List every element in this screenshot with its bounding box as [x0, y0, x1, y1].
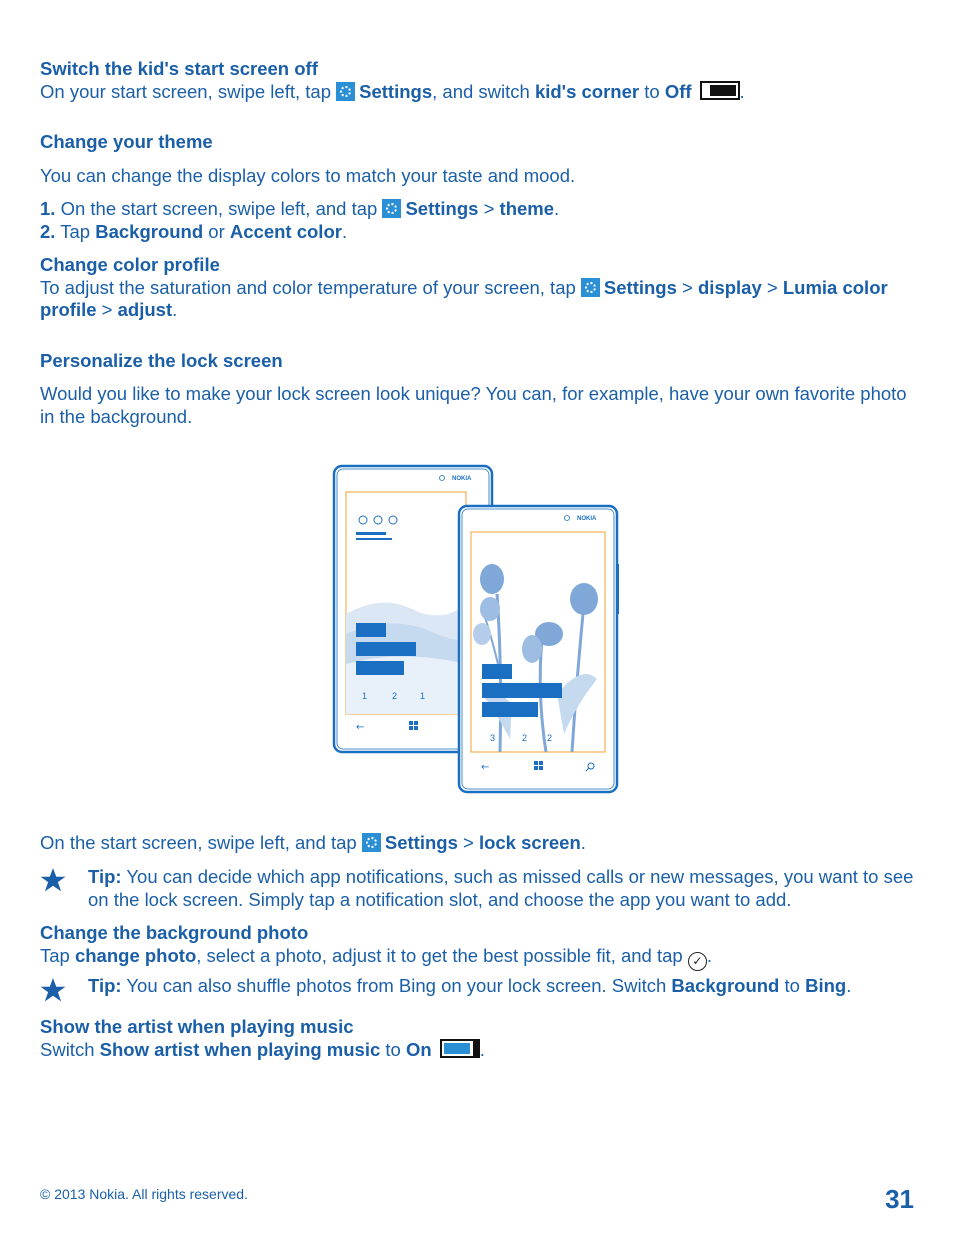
- toggle-off-icon: [700, 81, 740, 100]
- text: or: [203, 220, 230, 242]
- text: .: [172, 299, 178, 320]
- svg-text:←: ←: [356, 722, 365, 733]
- separator: >: [761, 276, 783, 298]
- heading-lock-screen: Personalize the lock screen: [40, 350, 283, 371]
- count-calls-back: 1: [362, 691, 368, 701]
- paragraph-color-profile: [40, 277, 920, 322]
- text: On the start screen, swipe left, and tap: [40, 832, 362, 853]
- show-artist-label: Show artist when playing music: [99, 1038, 381, 1060]
- section-show-artist: [40, 1016, 920, 1061]
- heading-change-theme: Change your theme: [40, 131, 213, 152]
- background-label: Background: [671, 975, 780, 996]
- text: to: [779, 975, 806, 996]
- svg-text:←: ←: [481, 762, 490, 773]
- step-number: 2.: [40, 220, 56, 242]
- tip-text: You can also shuffle photos from Bing on your lock screen. Switch: [121, 975, 672, 996]
- theme-label: theme: [499, 198, 555, 219]
- accent-color-label: Accent color: [229, 220, 342, 242]
- text: On the start screen, swipe left, and tap: [55, 198, 383, 219]
- text: Tap: [55, 220, 96, 242]
- step-2: [40, 221, 920, 244]
- settings-gear-icon: [336, 82, 355, 101]
- text: .: [341, 220, 348, 242]
- tip-bing-shuffle: [88, 975, 920, 998]
- paragraph-lock-screen-intro: Would you like to make your lock screen look unique? You can, for example, have your own favorite photo in the background.: [40, 383, 907, 427]
- separator: >: [478, 198, 500, 219]
- text: to: [639, 80, 665, 102]
- nokia-logo-back: NOKIA: [452, 476, 472, 482]
- paragraph-kids-start-screen: [40, 81, 920, 104]
- separator: >: [96, 299, 118, 320]
- step-number: 1.: [40, 198, 56, 219]
- text: .: [739, 80, 745, 102]
- text: .: [479, 1038, 485, 1060]
- text: .: [846, 975, 852, 996]
- step-1: [40, 198, 920, 221]
- lock-screen-figure: [332, 464, 622, 794]
- paragraph-theme-intro: You can change the display colors to match your taste and mood.: [40, 165, 576, 186]
- settings-label: Settings: [405, 198, 479, 219]
- text: , select a photo, adjust it to get the best possible fit, and tap: [196, 944, 688, 966]
- adjust-label: adjust: [117, 299, 173, 320]
- paragraph-show-artist: [40, 1039, 920, 1062]
- heading-background-photo: Change the background photo: [40, 922, 309, 943]
- count-messages-back: 2: [392, 691, 398, 701]
- count-calls-front: 3: [490, 733, 496, 743]
- section-color-profile: [40, 254, 920, 322]
- separator: >: [457, 832, 479, 853]
- text: .: [580, 832, 586, 853]
- section-kids-start-screen: [40, 58, 920, 103]
- lock-screen-label: lock screen: [478, 832, 581, 853]
- lumia-color-profile-label: Lumia color profile: [40, 276, 888, 320]
- phone-front: [459, 506, 619, 792]
- phones-illustration: [332, 464, 622, 794]
- text: to: [380, 1038, 406, 1060]
- page-number: 31: [885, 1184, 914, 1214]
- settings-gear-icon: [581, 278, 600, 297]
- heading-color-profile: Change color profile: [40, 254, 220, 275]
- paragraph-background-photo: [40, 945, 920, 971]
- copyright: © 2013 Nokia. All rights reserved.: [40, 1186, 248, 1202]
- toggle-on-icon: [440, 1039, 480, 1058]
- text: To adjust the saturation and color temperature of your screen, tap: [40, 276, 581, 298]
- tip-star-icon: [40, 867, 66, 893]
- kids-corner-label: kid's corner: [534, 80, 640, 102]
- display-label: display: [698, 276, 762, 298]
- settings-gear-icon: [362, 833, 381, 852]
- settings-label: Settings: [384, 832, 458, 853]
- text: .: [706, 944, 712, 966]
- text: Switch: [40, 1038, 100, 1060]
- off-label: Off: [664, 80, 692, 102]
- heading-show-artist: Show the artist when playing music: [40, 1016, 354, 1037]
- theme-steps: [40, 198, 920, 243]
- section-background-photo: [40, 922, 920, 971]
- on-label: On: [406, 1038, 432, 1060]
- paragraph-lock-screen-settings: [40, 832, 920, 855]
- text: Tap: [40, 944, 75, 966]
- checkmark-icon: ✓: [688, 952, 707, 971]
- separator: >: [676, 276, 698, 298]
- settings-label: Settings: [359, 80, 433, 102]
- change-photo-label: change photo: [74, 944, 197, 966]
- tip-notifications: [88, 866, 920, 911]
- tip-label: Tip:: [88, 866, 122, 887]
- heading-kids-start-screen: Switch the kid's start screen off: [40, 58, 318, 79]
- bing-label: Bing: [805, 975, 847, 996]
- text: On your start screen, swipe left, tap: [40, 80, 337, 102]
- nokia-logo-front: NOKIA: [577, 516, 597, 522]
- tip-text: You can decide which app notifications, such as missed calls or new messages, you want to see on the lock screen. Simply tap a notification slot, and choose the app you want to add.: [88, 866, 914, 910]
- tip-star-icon: [40, 977, 66, 1003]
- background-label: Background: [95, 220, 204, 242]
- settings-gear-icon: [382, 199, 401, 218]
- count-messages-front: 2: [547, 733, 553, 743]
- count-mail-front: 2: [522, 733, 528, 743]
- text: .: [554, 198, 560, 219]
- tip-label: Tip:: [88, 975, 122, 996]
- settings-label: Settings: [603, 276, 677, 298]
- count-mail-back: 1: [420, 691, 426, 701]
- text: , and switch: [432, 80, 535, 102]
